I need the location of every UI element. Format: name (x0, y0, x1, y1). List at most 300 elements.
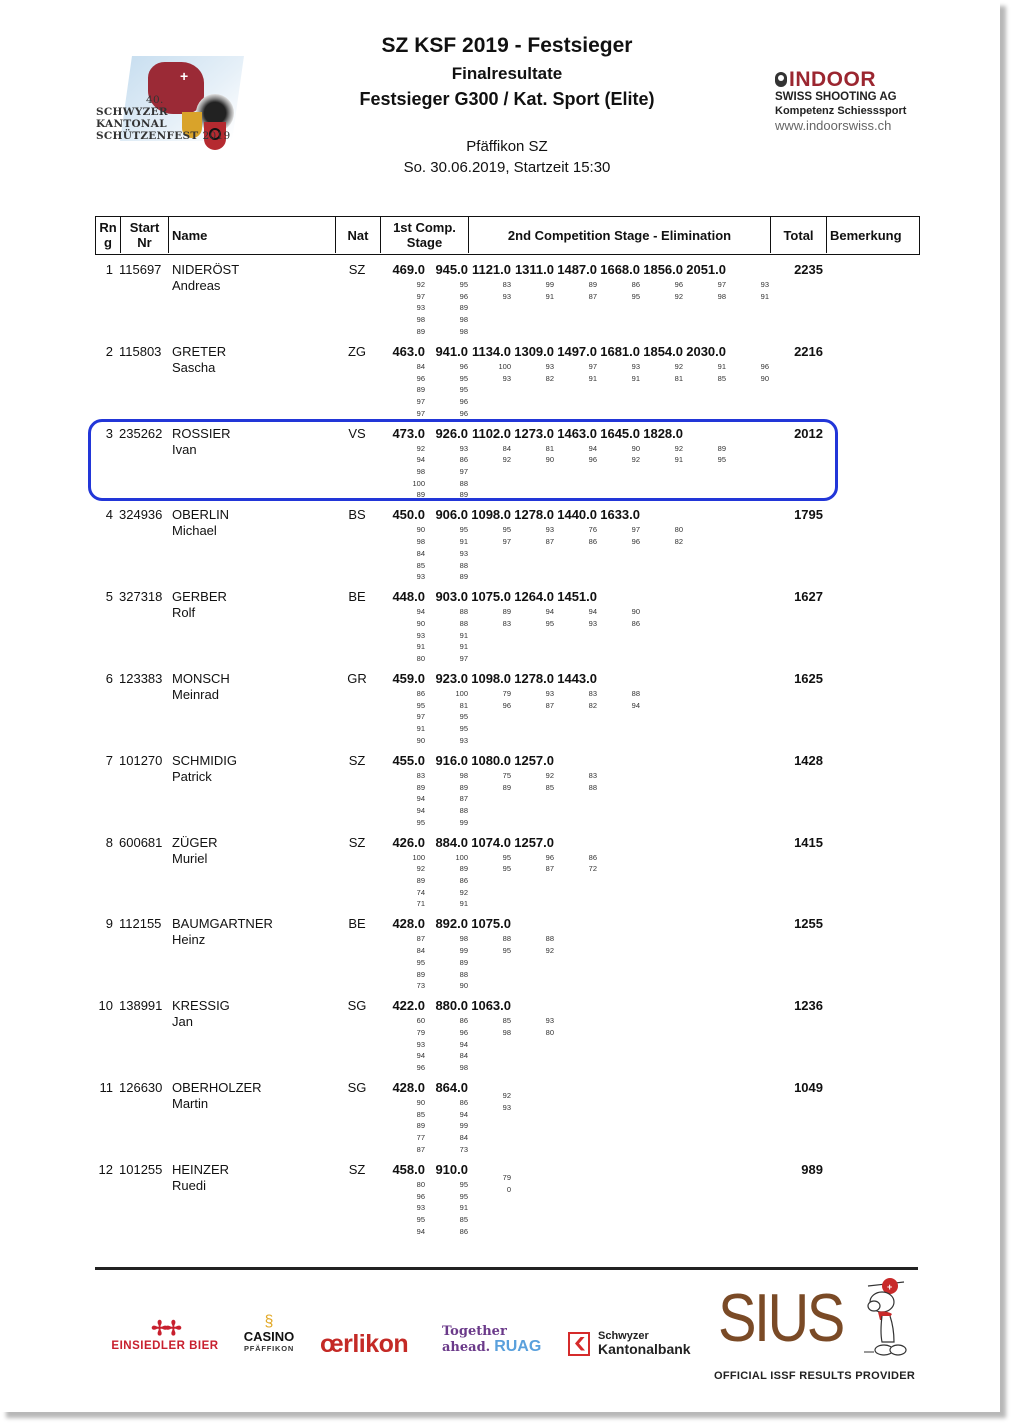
cumulative-score: 903.0 (435, 589, 468, 605)
series-score: 89 (416, 490, 425, 500)
cumulative-score: 1440.0 (557, 507, 597, 523)
series-score: 98 (416, 537, 425, 547)
cumulative-score: 1121.0 (471, 262, 511, 277)
series-scores (395, 279, 425, 338)
series-score: 73 (459, 1144, 468, 1154)
series-score: 93 (760, 280, 769, 289)
series-score: 98 (502, 1027, 511, 1037)
series-scores (567, 606, 597, 629)
series-scores (481, 688, 511, 711)
series-score: 85 (459, 1214, 468, 1224)
first-name-cell: Martin (172, 1096, 209, 1111)
table-row (95, 344, 920, 426)
cumulative-score: 1463.0 (557, 425, 597, 441)
cumulative-score: 1264.0 (514, 589, 554, 605)
indoor-company: SWISS SHOOTING AG (775, 91, 897, 103)
series-scores (567, 688, 597, 711)
competition-category: Festsieger G300 / Kat. Sport (Elite) (359, 89, 655, 109)
series-score: 96 (631, 537, 640, 547)
series-score: 95 (459, 385, 468, 395)
series-scores (524, 770, 554, 793)
series-scores (481, 933, 511, 956)
last-name-cell: HEINZER (172, 1161, 230, 1177)
einsiedler-ravens-icon: ✢✢ (151, 1318, 179, 1340)
nat-cell: SZ (348, 752, 366, 768)
series-score: 91 (459, 642, 468, 652)
start-nr-cell: 327318 (119, 589, 163, 605)
cumulative-score: 473.0 (392, 425, 425, 441)
indoor-swiss-shooting-logo (775, 70, 920, 133)
series-scores (524, 688, 554, 711)
series-score: 85 (545, 782, 554, 792)
table-row (95, 1080, 920, 1162)
series-score: 83 (502, 618, 511, 628)
series-score: 92 (674, 443, 683, 453)
series-score: 95 (416, 957, 425, 967)
col-header-stage1: 1st Comp. Stage (381, 217, 469, 253)
series-scores (610, 524, 640, 547)
document-subtitle: Finalresultate (451, 64, 563, 83)
series-score: 91 (459, 537, 468, 547)
series-score: 83 (588, 689, 597, 698)
series-score: 60 (416, 1016, 425, 1026)
cumulative-score: 458.0 (392, 1161, 425, 1177)
nat-cell: SZ (348, 262, 366, 277)
series-score: 89 (717, 443, 726, 453)
series-score: 95 (459, 724, 468, 734)
series-score: 96 (459, 361, 468, 371)
series-score: 81 (674, 373, 683, 383)
indoor-brand (775, 70, 920, 90)
series-score: 0 (506, 1184, 511, 1194)
series-score: 89 (588, 280, 597, 289)
nat-cell: BE (348, 589, 366, 605)
series-score: 100 (498, 361, 511, 371)
series-score: 97 (631, 525, 640, 535)
svg-text:+: + (887, 1282, 893, 1292)
series-score: 93 (416, 1039, 425, 1049)
cumulative-score: 1487.0 (557, 262, 597, 277)
rank-cell: 4 (105, 507, 113, 523)
series-scores (438, 1097, 468, 1156)
cumulative-score: 422.0 (392, 998, 425, 1014)
series-score: 83 (588, 770, 597, 780)
cumulative-score: 1098.0 (471, 671, 511, 686)
series-scores (524, 606, 554, 629)
series-score: 79 (502, 689, 511, 698)
sponsor-oerlikon: œrlikon (320, 1330, 409, 1358)
series-score: 88 (459, 607, 468, 617)
series-scores (610, 361, 640, 384)
cumulative-score: 880.0 (435, 998, 468, 1014)
cumulative-score: 450.0 (392, 507, 425, 523)
series-scores (696, 279, 726, 302)
series-score: 95 (459, 1179, 468, 1189)
series-score: 87 (545, 537, 554, 547)
cumulative-score: 910.0 (435, 1161, 468, 1177)
cumulative-score: 1854.0 (643, 343, 683, 359)
series-score: 98 (459, 934, 468, 944)
cumulative-score: 469.0 (392, 262, 425, 277)
logo-line1: SCHWYZER (96, 106, 168, 118)
casino-text: CASINO (243, 1329, 295, 1344)
series-scores (395, 1097, 425, 1156)
series-scores (567, 361, 597, 384)
series-score: 87 (416, 1144, 425, 1154)
series-scores (395, 443, 425, 502)
col-header-name: Name (169, 217, 336, 253)
series-score: 92 (416, 280, 425, 289)
table-row (95, 835, 920, 917)
nat-cell: ZG (347, 343, 367, 359)
series-scores (567, 524, 597, 547)
results-table-header (95, 216, 920, 255)
total-cell: 1049 (794, 1080, 823, 1095)
series-score: 86 (631, 618, 640, 628)
last-name-cell: OBERHOLZER (172, 1080, 262, 1095)
series-score: 95 (631, 291, 640, 301)
series-score: 96 (459, 396, 468, 406)
total-cell: 1415 (794, 834, 823, 850)
cumulative-score: 426.0 (392, 834, 425, 850)
series-score: 94 (588, 443, 597, 453)
rank-cell: 5 (105, 589, 113, 605)
series-score: 89 (416, 782, 425, 792)
series-score: 87 (545, 700, 554, 710)
series-score: 85 (717, 373, 726, 383)
series-score: 93 (545, 1016, 554, 1026)
table-row (95, 262, 920, 344)
series-scores (438, 606, 468, 665)
series-score: 84 (416, 361, 425, 371)
series-score: 98 (459, 1063, 468, 1072)
series-score: 95 (502, 852, 511, 862)
series-scores (567, 852, 597, 875)
series-score: 80 (416, 1179, 425, 1189)
sius-tagline: OFFICIAL ISSF RESULTS PROVIDER (714, 1370, 916, 1382)
series-score: 75 (502, 770, 511, 780)
series-score: 92 (674, 291, 683, 301)
einsiedler-text: EINSIEDLER BIER (111, 1340, 219, 1352)
first-name-cell: Rolf (172, 605, 196, 621)
series-score: 85 (416, 560, 425, 570)
rank-cell: 8 (105, 834, 113, 850)
series-scores (567, 443, 597, 466)
series-score: 99 (459, 1121, 468, 1131)
last-name-cell: OBERLIN (172, 507, 230, 523)
cumulative-score: 916.0 (435, 752, 468, 768)
series-score: 96 (459, 291, 468, 301)
series-scores (696, 443, 726, 466)
series-scores (438, 361, 468, 420)
series-score: 92 (502, 1091, 511, 1100)
rank-cell: 3 (105, 425, 113, 441)
series-score: 93 (631, 361, 640, 371)
logo-text (96, 94, 230, 142)
series-score: 95 (416, 1214, 425, 1224)
series-scores (524, 524, 554, 547)
series-score: 95 (459, 525, 468, 535)
series-score: 92 (416, 864, 425, 874)
series-score: 94 (416, 455, 425, 465)
series-scores (524, 361, 554, 384)
logo-line3: SCHÜTZENFEST (96, 130, 199, 142)
cumulative-score: 1278.0 (514, 507, 554, 523)
cumulative-score: 448.0 (392, 589, 425, 605)
series-score: 79 (502, 1172, 511, 1182)
cumulative-score: 923.0 (435, 671, 468, 686)
series-score: 90 (631, 443, 640, 453)
series-score: 86 (459, 1226, 468, 1236)
series-score: 100 (455, 689, 468, 698)
total-cell: 1627 (794, 589, 823, 605)
series-score: 94 (459, 1039, 468, 1049)
last-name-cell: KRESSIG (172, 998, 230, 1014)
cumulative-score: 459.0 (392, 671, 425, 686)
series-score: 93 (416, 303, 425, 313)
series-score: 97 (502, 537, 511, 547)
series-score: 80 (545, 1027, 554, 1037)
series-scores (524, 279, 554, 302)
series-scores (481, 770, 511, 793)
cumulative-score: 1080.0 (471, 752, 511, 768)
series-score: 74 (416, 887, 425, 897)
series-scores (481, 852, 511, 875)
total-cell: 1236 (794, 998, 823, 1014)
series-scores (395, 933, 425, 992)
series-score: 80 (416, 654, 425, 663)
cumulative-score: 864.0 (435, 1080, 468, 1095)
col-header-nat: Nat (336, 217, 381, 253)
cumulative-score: 941.0 (435, 343, 468, 359)
total-cell: 2216 (794, 343, 823, 359)
series-score: 88 (545, 934, 554, 944)
series-score: 90 (416, 735, 425, 745)
nat-cell: SZ (348, 834, 366, 850)
cumulative-score: 1443.0 (557, 671, 597, 686)
series-score: 97 (459, 467, 468, 476)
indoor-url[interactable]: www.indoorswiss.ch (775, 118, 892, 133)
series-score: 94 (416, 805, 425, 815)
series-score: 89 (416, 326, 425, 336)
szkb-logo-icon (568, 1332, 590, 1356)
series-score: 96 (760, 361, 769, 371)
series-score: 97 (416, 396, 425, 406)
start-nr-cell: 126630 (119, 1080, 163, 1095)
sponsor-schwyzer-kantonalbank (568, 1330, 691, 1357)
table-row (95, 1162, 920, 1244)
start-nr-cell: 115803 (119, 343, 162, 359)
logo-edition: 40. (146, 94, 164, 106)
nat-cell: SG (347, 998, 367, 1014)
cumulative-score: 2030.0 (686, 343, 726, 359)
series-score: 92 (545, 946, 554, 956)
series-score: 99 (545, 280, 554, 289)
series-score: 97 (416, 712, 425, 722)
series-score: 86 (459, 1016, 468, 1026)
series-score: 96 (588, 455, 597, 465)
series-score: 88 (631, 689, 640, 698)
series-score: 90 (416, 618, 425, 628)
rank-cell: 9 (105, 916, 113, 932)
last-name-cell: ROSSIER (172, 425, 231, 441)
rank-cell: 6 (105, 671, 113, 686)
series-scores (739, 361, 769, 384)
cumulative-score: 945.0 (435, 262, 468, 277)
series-score: 95 (502, 864, 511, 874)
series-score: 96 (545, 852, 554, 862)
series-score: 88 (502, 934, 511, 944)
last-name-cell: BAUMGARTNER (172, 916, 273, 932)
series-score: 91 (459, 1203, 468, 1213)
series-scores (438, 524, 468, 583)
series-scores (395, 606, 425, 665)
series-scores (438, 1015, 468, 1074)
first-name-cell: Patrick (172, 768, 212, 784)
table-row (95, 507, 920, 589)
series-scores (438, 1179, 468, 1238)
series-score: 90 (631, 607, 640, 617)
series-score: 90 (760, 373, 769, 383)
event-location: Pfäffikon SZ (466, 138, 548, 155)
cumulative-score: 1278.0 (514, 671, 554, 686)
cumulative-score: 1309.0 (514, 343, 554, 359)
last-name-cell: NIDERÖST (172, 262, 240, 277)
series-score: 88 (459, 560, 468, 570)
series-score: 98 (459, 315, 468, 325)
indoor-tagline: Kompetenz Schiesssport (775, 105, 907, 117)
cumulative-score: 1273.0 (514, 425, 554, 441)
series-score: 88 (459, 969, 468, 979)
series-score: 80 (674, 525, 683, 535)
nat-cell: VS (348, 425, 366, 441)
series-score: 92 (459, 887, 468, 897)
series-scores (481, 524, 511, 547)
nat-cell: SZ (348, 1161, 366, 1177)
cumulative-score: 1257.0 (514, 834, 554, 850)
start-nr-cell: 112155 (119, 916, 162, 932)
series-scores (524, 1015, 554, 1038)
series-score: 91 (545, 291, 554, 301)
series-scores (696, 361, 726, 384)
start-nr-cell: 324936 (119, 507, 163, 523)
series-scores (395, 770, 425, 829)
series-score: 100 (412, 478, 425, 488)
series-score: 89 (416, 1121, 425, 1131)
series-score: 93 (459, 443, 468, 453)
series-score: 84 (416, 548, 425, 558)
total-cell: 1255 (794, 916, 823, 932)
series-scores (524, 443, 554, 466)
series-score: 79 (416, 1027, 425, 1037)
series-scores (438, 443, 468, 502)
ruag-slogan-ahead: ahead. (442, 1340, 491, 1355)
series-score: 89 (459, 782, 468, 792)
document-title: SZ KSF 2019 - Festsieger (381, 34, 633, 57)
series-score: 92 (631, 455, 640, 465)
series-scores (610, 443, 640, 466)
series-score: 91 (459, 899, 468, 909)
cumulative-score: 1856.0 (643, 262, 683, 277)
series-score: 90 (416, 525, 425, 535)
series-score: 92 (674, 361, 683, 371)
nat-cell: BS (348, 507, 366, 523)
series-score: 94 (416, 794, 425, 804)
series-score: 81 (545, 443, 554, 453)
series-score: 91 (631, 373, 640, 383)
series-scores (653, 524, 683, 547)
series-score: 83 (502, 280, 511, 289)
cumulative-score: 1828.0 (643, 425, 683, 441)
cumulative-score: 1311.0 (514, 262, 554, 277)
start-nr-cell: 123383 (119, 671, 163, 686)
total-cell: 2235 (794, 262, 823, 277)
series-score: 96 (502, 700, 511, 710)
series-score: 82 (588, 700, 597, 710)
sponsor-ruag (442, 1324, 541, 1355)
series-score: 83 (416, 770, 425, 780)
cumulative-score: 1098.0 (471, 507, 511, 523)
series-score: 97 (717, 280, 726, 289)
cumulative-score: 892.0 (435, 916, 468, 932)
series-scores (395, 1179, 425, 1238)
start-nr-cell: 101255 (119, 1161, 163, 1177)
table-row (95, 671, 920, 753)
sponsor-sius (714, 1280, 916, 1382)
series-score: 93 (459, 735, 468, 745)
series-scores (739, 279, 769, 302)
total-cell: 1625 (794, 671, 823, 686)
series-score: 91 (760, 291, 769, 301)
series-scores (481, 443, 511, 466)
series-score: 82 (545, 373, 554, 383)
series-score: 95 (545, 618, 554, 628)
series-score: 98 (459, 770, 468, 780)
series-score: 89 (416, 385, 425, 395)
start-nr-cell: 235262 (119, 425, 163, 441)
series-scores (524, 933, 554, 956)
rank-cell: 2 (105, 343, 113, 359)
series-score: 93 (459, 548, 468, 558)
logo-year: 2019 (202, 130, 231, 142)
szkb-line1: Schwyzer (598, 1330, 649, 1342)
series-scores (395, 361, 425, 420)
series-score: 91 (459, 630, 468, 640)
series-scores (653, 361, 683, 384)
cumulative-score: 455.0 (392, 752, 425, 768)
series-score: 77 (416, 1133, 425, 1143)
cumulative-score: 926.0 (435, 425, 468, 441)
series-score: 87 (459, 794, 468, 804)
series-scores (438, 770, 468, 829)
series-scores (653, 443, 683, 466)
series-score: 85 (502, 1016, 511, 1026)
last-name-cell: GRETER (172, 343, 227, 359)
series-score: 93 (416, 630, 425, 640)
cumulative-score: 1633.0 (600, 507, 640, 523)
series-score: 96 (416, 373, 425, 383)
table-row (95, 916, 920, 998)
cumulative-score: 1681.0 (600, 343, 640, 359)
start-nr-cell: 600681 (119, 834, 163, 850)
series-score: 88 (459, 805, 468, 815)
series-score: 98 (459, 326, 468, 336)
series-score: 94 (416, 1226, 425, 1236)
cumulative-score: 1063.0 (471, 998, 511, 1014)
series-score: 86 (459, 455, 468, 465)
series-score: 97 (416, 291, 425, 301)
last-name-cell: SCHMIDIG (172, 752, 237, 768)
